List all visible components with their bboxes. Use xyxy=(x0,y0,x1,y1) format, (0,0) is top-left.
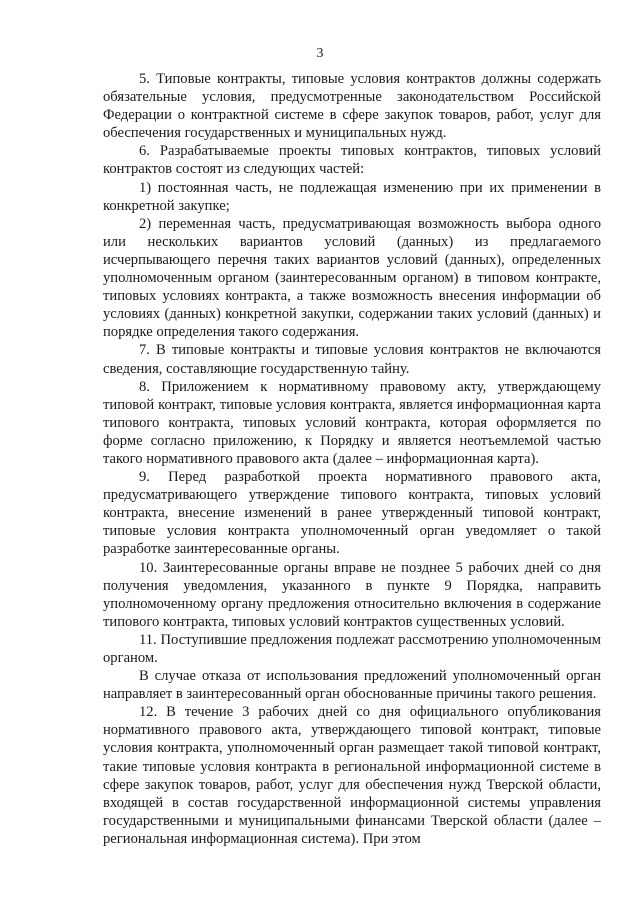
paragraph-12: 12. В течение 3 рабочих дней со дня официального опубликования нормативного правового акта, утверждающего типовой контракт, типовые условия контракта, уполномоченный орган размещает такой типовой контракт, такие типовые условия контракта в региональной информационной системе в сфере закупок товаров, работ, услуг для обеспечения нужд Тверской области, входящей в состав государственной информационной системы управления государственными и муниципальными финансами Тверской области (далее – региональная информационная система). При этом xyxy=(103,704,601,847)
paragraph-5: 5. Типовые контракты, типовые условия контрактов должны содержать обязательные условия, предусмотренные законодательством Российской Федерации о контрактной системе в сфере закупок товаров, работ, услуг для обеспечения государственных и муниципальных нужд. xyxy=(103,71,601,142)
paragraph-11: 11. Поступившие предложения подлежат рассмотрению уполномоченным органом. xyxy=(103,631,601,666)
paragraph-6-item-2: 2) переменная часть, предусматривающая возможность выбора одного или нескольких вариантов условий (данных) из предлагаемого исчерпывающего перечня таких вариантов условий (данных), определенных уполномоченным органом (заинтересованным органом) в типовом контракте, типовых условиях контракта, а также возможность внесения информации об условиях (данных) конкретной закупки, содержании таких условий (данных) и порядке определения такого содержания. xyxy=(103,215,601,341)
paragraph-6: 6. Разрабатываемые проекты типовых контрактов, типовых условий контрактов состоят из следующих частей: xyxy=(103,143,601,178)
paragraph-6-item-1: 1) постоянная часть, не подлежащая изменению при их применении в конкретной закупке; xyxy=(103,179,601,214)
paragraph-10: 10. Заинтересованные органы вправе не позднее 5 рабочих дней со дня получения уведомления, указанного в пункте 9 Порядка, направить уполномоченному органу предложения относительно включения в содержание типового контракта, типовых условий контрактов существенных условий. xyxy=(103,559,601,630)
document-body xyxy=(103,70,601,848)
paragraph-9: 9. Перед разработкой проекта нормативного правового акта, предусматривающего утверждение типового контракта, типовых условий контракта, внесение изменений в ранее утвержденный типовой контракт, типовые условия контракта уполномоченный орган уведомляет о такой разработке заинтересованные органы. xyxy=(103,469,601,558)
paragraph-7: 7. В типовые контракты и типовые условия контрактов не включаются сведения, составляющие государственную тайну. xyxy=(103,342,601,377)
paragraph-8: 8. Приложением к нормативному правовому акту, утверждающему типовой контракт, типовые условия контракта, является информационная карта типового контракта, типовых условий контракта, которая оформляется по форме согласно приложению, к Порядку и является неотъемлемой частью такого нормативного правового акта (далее – информационная карта). xyxy=(103,378,601,467)
page-number: 3 xyxy=(316,46,324,61)
paragraph-11-refusal: В случае отказа от использования предложений уполномоченный орган направляет в заинтересованный орган обоснованные причины такого решения. xyxy=(103,668,601,703)
